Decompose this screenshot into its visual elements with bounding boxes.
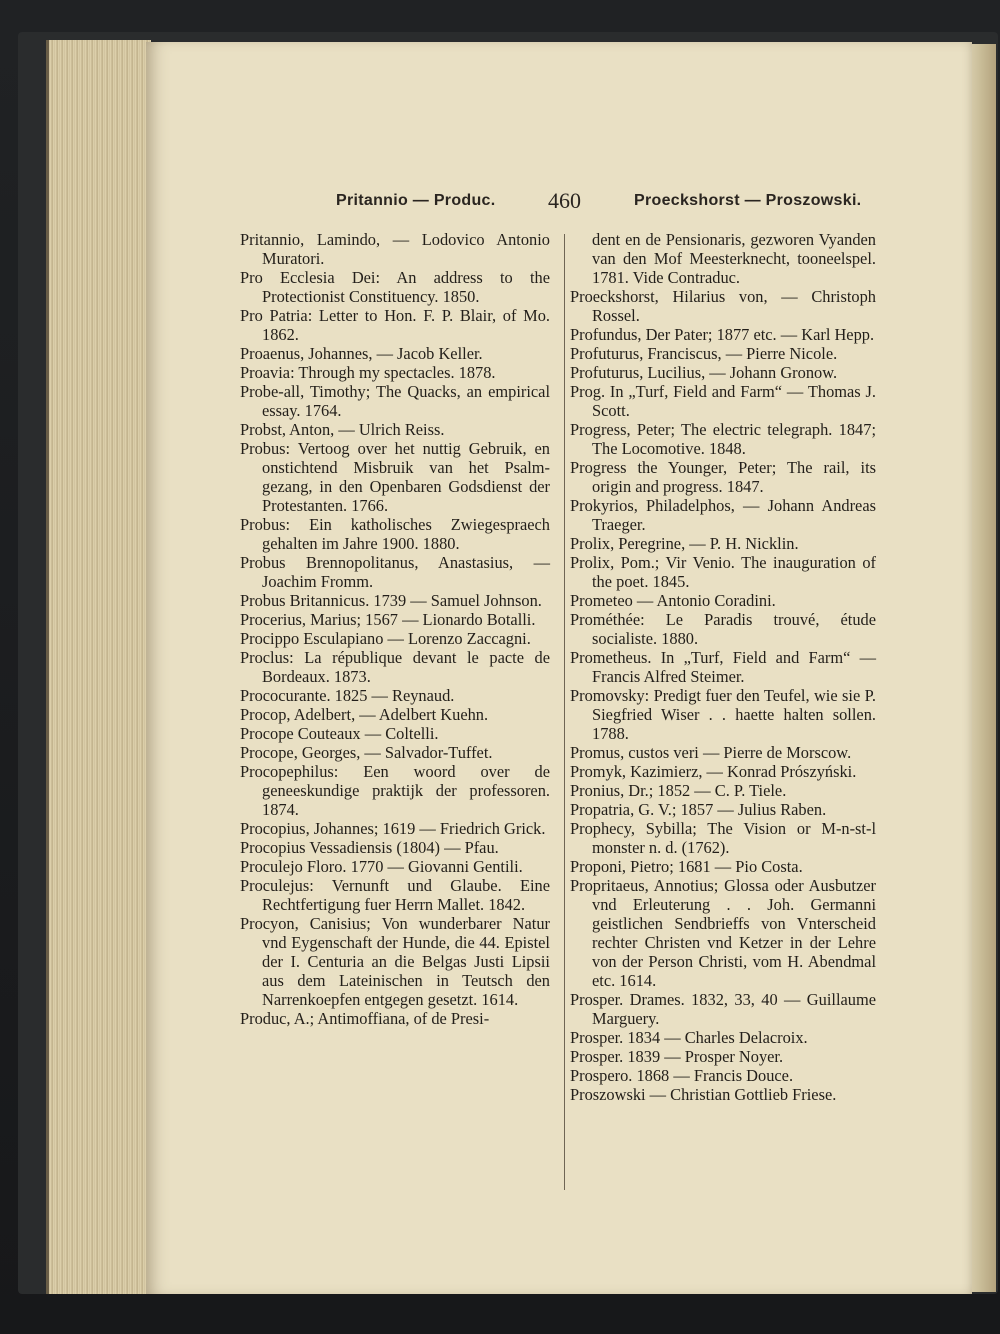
- book-page: [146, 42, 972, 1294]
- entry: Proculejus: Vernunft und Glaube. Eine Rechtfertigung fuer Herrn Mallet. 1842.: [240, 876, 550, 914]
- entry: Prométhée: Le Paradis trouvé, étude socialiste. 1880.: [570, 610, 876, 648]
- entry: Probus Britannicus. 1739 — Samuel Johnson.: [240, 591, 542, 610]
- entry: Proaenus, Johannes, — Jacob Keller.: [240, 344, 483, 363]
- entry: Procopephilus: Een woord over de geneeskundige praktijk der professoren. 1874.: [240, 762, 550, 819]
- header-left: Pritannio — Produc.: [336, 192, 496, 209]
- entry: Prospero. 1868 — Francis Douce.: [570, 1066, 794, 1085]
- entry: Proeckshorst, Hilarius von, — Christoph Rossel.: [570, 287, 876, 325]
- page-number: 460: [548, 188, 581, 213]
- entry: Probst, Anton, — Ulrich Reiss.: [240, 420, 445, 439]
- entry: Pro Patria: Letter to Hon. F. P. Blair, of Mo. 1862.: [240, 306, 550, 344]
- entry: Propritaeus, Annotius; Glossa oder Ausbutzer vnd Erleuterung . . Joh. Germanni geistlichen Sendbrieffs von Vnterscheid rechter Christen vnd Ketzer in der Lehre von der Person Christi, vom H. Abendmal etc. 1614.: [570, 876, 876, 990]
- left-column: [240, 230, 550, 1028]
- entry: Probus: Ein katholisches Zwiegespraech gehalten im Jahre 1900. 1880.: [240, 515, 550, 553]
- entry: Profundus, Der Pater; 1877 etc. — Karl Hepp.: [570, 325, 875, 344]
- right-column: [570, 230, 876, 1104]
- entry: Propatria, G. V.; 1857 — Julius Raben.: [570, 800, 827, 819]
- entry: Produc, A.; Antimoffiana, of de Presi-: [240, 1009, 490, 1028]
- entry: Prosper. Drames. 1832, 33, 40 — Guillaume Marguery.: [570, 990, 876, 1028]
- entry: Proavia: Through my spectacles. 1878.: [240, 363, 496, 382]
- entry: Procerius, Marius; 1567 — Lionardo Botalli.: [240, 610, 536, 629]
- page-right-edge: [970, 44, 996, 1292]
- entry: Proszowski — Christian Gottlieb Friese.: [570, 1085, 837, 1104]
- page-edges: [46, 40, 151, 1294]
- entry: Pro Ecclesia Dei: An address to the Protectionist Constituency. 1850.: [240, 268, 550, 306]
- entry: Promyk, Kazimierz, — Konrad Prószyński.: [570, 762, 857, 781]
- entry: Profuturus, Franciscus, — Pierre Nicole.: [570, 344, 838, 363]
- entry: Probe-all, Timothy; The Quacks, an empirical essay. 1764.: [240, 382, 550, 420]
- header-right: Proeckshorst — Proszowski.: [634, 192, 862, 209]
- entry: Procope Couteaux — Coltelli.: [240, 724, 439, 743]
- running-header: [146, 188, 972, 222]
- entry: Promus, custos veri — Pierre de Morscow.: [570, 743, 852, 762]
- entry: Proculejo Floro. 1770 — Giovanni Gentili.: [240, 857, 523, 876]
- entry: Procippo Esculapiano — Lorenzo Zaccagni.: [240, 629, 531, 648]
- entry: Probus: Vertoog over het nuttig Gebruik, en onstichtend Misbruik van het Psalm-gezang, in den Openbaren Godsdienst der Protestanten. 1766.: [240, 439, 550, 515]
- entry: Prometheus. In „Turf, Field and Farm“ — Francis Alfred Steimer.: [570, 648, 876, 686]
- entry: Profuturus, Lucilius, — Johann Gronow.: [570, 363, 838, 382]
- entry: Procope, Georges, — Salvador-Tuffet.: [240, 743, 493, 762]
- entry: Procopius Vessadiensis (1804) — Pfau.: [240, 838, 499, 857]
- entry-continuation: dent en de Pensionaris, gezworen Vyanden van den Mof Meesterknecht, tooneelspel. 1781. Vide Contraduc.: [592, 230, 876, 287]
- entry: Proponi, Pietro; 1681 — Pio Costa.: [570, 857, 803, 876]
- entry: Procyon, Canisius; Von wunderbarer Natur vnd Eygenschaft der Hunde, die 44. Epistel der I. Centuria an die Belgas Justi Lipsii aus dem Lateinischen in Teutsch den Narrenkoepfen entgegen gesetzt. 1614.: [240, 914, 550, 1009]
- entry: Pritannio, Lamindo, — Lodovico Antonio Muratori.: [240, 230, 550, 268]
- entry: Prococurante. 1825 — Reynaud.: [240, 686, 455, 705]
- entry: Procop, Adelbert, — Adelbert Kuehn.: [240, 705, 489, 724]
- entry: Prophecy, Sybilla; The Vision or M-n-st-l monster n. d. (1762).: [570, 819, 876, 857]
- entry: Procopius, Johannes; 1619 — Friedrich Grick.: [240, 819, 546, 838]
- entry: Prosper. 1834 — Charles Delacroix.: [570, 1028, 808, 1047]
- entry: Progress, Peter; The electric telegraph. 1847; The Locomotive. 1848.: [570, 420, 876, 458]
- entry: Proclus: La république devant le pacte de Bordeaux. 1873.: [240, 648, 550, 686]
- entry: Probus Brennopolitanus, Anastasius, — Joachim Fromm.: [240, 553, 550, 591]
- entry: Prokyrios, Philadelphos, — Johann Andreas Traeger.: [570, 496, 876, 534]
- entry: Prog. In „Turf, Field and Farm“ — Thomas J. Scott.: [570, 382, 876, 420]
- entry: Prolix, Peregrine, — P. H. Nicklin.: [570, 534, 799, 553]
- entry: Prometeo — Antonio Coradini.: [570, 591, 776, 610]
- column-divider: [564, 234, 565, 1190]
- entry: Promovsky: Predigt fuer den Teufel, wie sie P. Siegfried Wiser . . haette halten sollen. 1788.: [570, 686, 876, 743]
- entry: Prolix, Pom.; Vir Venio. The inauguration of the poet. 1845.: [570, 553, 876, 591]
- entry: Prosper. 1839 — Prosper Noyer.: [570, 1047, 784, 1066]
- entry: Pronius, Dr.; 1852 — C. P. Tiele.: [570, 781, 787, 800]
- entry: Progress the Younger, Peter; The rail, its origin and progress. 1847.: [570, 458, 876, 496]
